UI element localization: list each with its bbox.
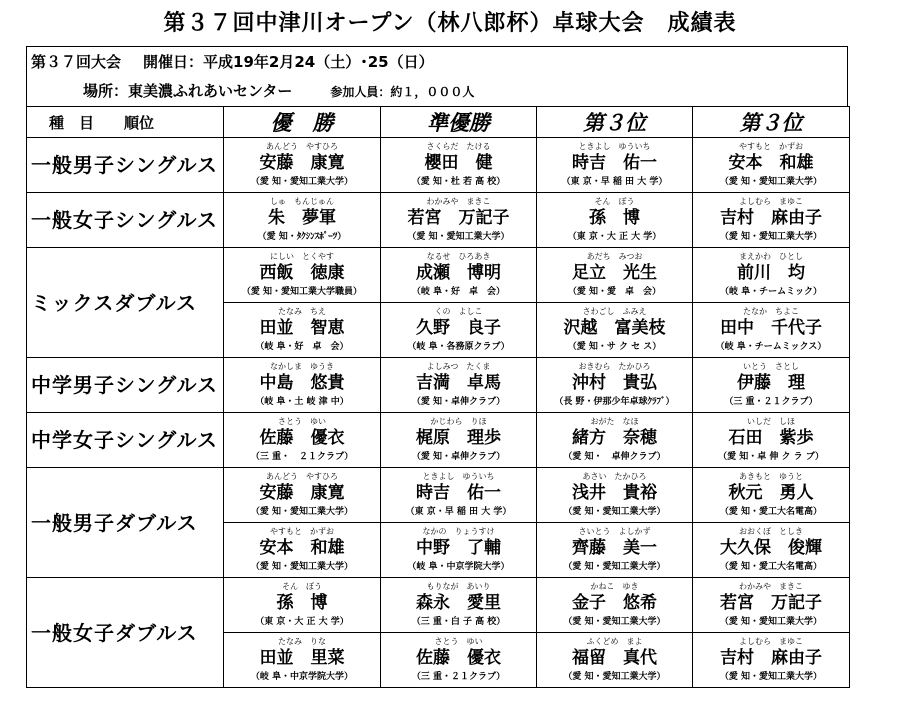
header-category: 種 目 順位 [27, 107, 224, 138]
player-reading: そん ぼう [282, 582, 322, 591]
player-name: 前川 均 [737, 263, 805, 283]
player-affiliation: （愛 知・愛知工業大学職員） [241, 287, 363, 297]
player-affiliation: （愛 知・愛知工業大学） [250, 507, 354, 517]
player-affiliation: （長 野・伊那少年卓球ｸﾗﾌﾞ） [554, 397, 675, 407]
player-affiliation: （愛 知・愛知工業大学） [719, 617, 823, 627]
placement-cell-second [381, 248, 537, 303]
placement-cell-second [381, 413, 537, 468]
placement-cell-third [537, 303, 693, 358]
player-reading: あきもと ゆうと [739, 472, 803, 481]
placement-cell-second [381, 193, 537, 248]
placement-cell-second [381, 578, 537, 633]
player-affiliation: （愛 知・愛 卓 会） [567, 287, 662, 297]
player-reading: にしい とくやす [270, 252, 334, 261]
player-affiliation: （愛 知・杜 若 高 校） [411, 177, 506, 187]
player-affiliation: （愛 知・愛知工業大学） [250, 177, 354, 187]
header-row [27, 107, 850, 138]
placement-cell-second [381, 138, 537, 193]
event-row [27, 138, 850, 193]
player-name: 安藤 康寛 [259, 483, 345, 503]
player-affiliation: （岐 阜・好 卓 会） [255, 342, 349, 352]
placement-cell-third [693, 193, 850, 248]
placement-cell-first [224, 633, 381, 688]
placement-cell-third [537, 358, 693, 413]
player-name: 安本 和雄 [728, 153, 814, 173]
player-affiliation: （愛 知・卓伸クラブ） [411, 397, 506, 407]
player-name: 佐藤 優衣 [259, 428, 345, 448]
player-name: 秋元 勇人 [728, 483, 814, 503]
player-reading: しゅ もんじゅん [270, 197, 334, 206]
header-second: 準優勝 [381, 107, 537, 138]
player-name: 浅井 貴裕 [572, 483, 657, 503]
placement-cell-first [224, 358, 381, 413]
player-affiliation: （岐 阜・各務原クラブ） [407, 342, 510, 352]
player-reading: あさい たかひろ [582, 472, 647, 481]
player-name: 佐藤 優衣 [416, 648, 501, 668]
player-reading: ときよし ゆういち [578, 142, 651, 151]
player-name: 田並 里菜 [259, 648, 345, 668]
page-title: 第３７回中津川オープン（林八郎杯）卓球大会 成績表 [163, 11, 737, 36]
player-reading: よしみつ たくま [426, 362, 491, 371]
player-name: 森永 愛里 [416, 593, 501, 613]
player-affiliation: （岐 阜・チームミックス） [715, 342, 827, 352]
placement-cell-third [693, 468, 850, 523]
event-row [27, 468, 850, 523]
header-first: 優 勝 [224, 107, 381, 138]
player-reading: たなみ ちえ [278, 307, 326, 316]
player-reading: たなか ちよこ [743, 307, 799, 316]
player-affiliation: （岐 阜・好 卓 会） [411, 287, 506, 297]
event-name: 一般女子シングルス [27, 193, 224, 248]
player-name: 久野 良子 [416, 318, 501, 338]
placement-cell-third [537, 413, 693, 468]
player-reading: そん ぼう [594, 197, 635, 206]
player-reading: おがた なほ [590, 417, 639, 426]
player-reading: やすもと かずお [270, 527, 334, 536]
event-row [27, 578, 850, 633]
event-row [27, 358, 850, 413]
player-affiliation: （愛 知・愛知工業大学） [407, 232, 510, 242]
player-reading: なかしま ゆうき [270, 362, 334, 371]
edition-label: 第３７回大会 [31, 53, 122, 71]
player-reading: あだち みつお [586, 252, 643, 261]
placement-cell-first [224, 248, 381, 303]
player-affiliation: （愛 知・愛知工業大学） [719, 672, 823, 682]
player-name: 中島 悠貴 [259, 373, 345, 393]
player-name: 緒方 奈穂 [572, 428, 657, 448]
player-affiliation: （愛 知・ 卓伸クラブ） [563, 452, 666, 462]
player-reading: さとう ゆい [278, 417, 326, 426]
player-affiliation: （愛 知・愛知工業大学） [563, 507, 666, 517]
player-affiliation: （愛 知・卓 伸 ク ラ ブ） [718, 452, 824, 462]
placement-cell-third [537, 523, 693, 578]
player-reading: おおくぼ としき [739, 527, 803, 536]
event-name: 一般女子ダブルス [27, 578, 224, 688]
player-reading: さとう ゆい [434, 637, 483, 646]
player-affiliation: （三 重・ ２１クラブ） [250, 452, 354, 462]
placement-cell-second [381, 523, 537, 578]
player-name: 吉満 卓馬 [416, 373, 501, 393]
placement-cell-third [693, 633, 850, 688]
info-line-1 [31, 51, 434, 72]
player-name: 沖村 貴弘 [572, 373, 657, 393]
player-affiliation: （愛 知・愛知工業大学） [563, 617, 666, 627]
event-name: 一般男子ダブルス [27, 468, 224, 578]
player-name: 石田 紫歩 [728, 428, 814, 448]
player-name: 田並 智恵 [259, 318, 345, 338]
event-name: 中学女子シングルス [27, 413, 224, 468]
placement-cell-first [224, 138, 381, 193]
player-reading: おきむら たかひろ [578, 362, 651, 371]
player-affiliation: （三 重・２１クラブ） [724, 397, 818, 407]
event-name: 一般男子シングルス [27, 138, 224, 193]
player-name: 吉村 麻由子 [720, 208, 822, 228]
placement-cell-second [381, 633, 537, 688]
placement-cell-third [537, 633, 693, 688]
results-body [27, 138, 850, 688]
header-third-2: 第３位 [693, 107, 850, 138]
player-affiliation: （愛 知・愛知工業大学） [250, 562, 354, 572]
player-name: 田中 千代子 [720, 318, 822, 338]
player-reading: よしむら まゆこ [739, 637, 803, 646]
header-third: 第３位 [537, 107, 693, 138]
placement-cell-third [537, 578, 693, 633]
player-affiliation: （愛 知・ﾀｸｼﾝｽﾎﾟｰﾂ） [257, 232, 347, 242]
placement-cell-first [224, 193, 381, 248]
player-affiliation: （愛 知・卓伸クラブ） [411, 452, 506, 462]
placement-cell-third [537, 468, 693, 523]
player-reading: わかみや まきこ [426, 197, 491, 206]
player-name: 梶原 理歩 [416, 428, 501, 448]
player-reading: かじわら りほ [430, 417, 487, 426]
info-box [26, 46, 848, 106]
player-name: 伊藤 理 [737, 373, 805, 393]
player-reading: いとう さとし [743, 362, 799, 371]
player-affiliation: （愛 知・愛工大名電高） [719, 507, 823, 517]
player-reading: くの よしこ [434, 307, 483, 316]
player-reading: なかの りょうすけ [422, 527, 495, 536]
player-reading: まえかわ ひとし [739, 252, 803, 261]
player-affiliation: （愛 知・サ ク セ ス） [567, 342, 662, 352]
player-affiliation: （東 京・早 稲 田 大 学） [561, 177, 668, 187]
player-reading: かねこ ゆき [590, 582, 639, 591]
placement-cell-third [693, 413, 850, 468]
player-name: 若宮 万記子 [720, 593, 822, 613]
player-affiliation: （愛 知・愛知工業大学） [563, 562, 666, 572]
player-reading: あんどう やすひろ [266, 472, 338, 481]
player-affiliation: （愛 知・愛知工業大学） [719, 177, 823, 187]
info-line-2 [83, 80, 474, 101]
player-affiliation: （三 重・２１クラブ） [411, 672, 506, 682]
player-affiliation: （愛 知・愛工大名電高） [719, 562, 823, 572]
player-reading: さいとう よしかず [578, 527, 651, 536]
player-name: 金子 悠希 [572, 593, 657, 613]
player-name: 吉村 麻由子 [720, 648, 822, 668]
player-reading: よしむら まゆこ [739, 197, 803, 206]
player-reading: ふくどめ まよ [586, 637, 643, 646]
player-name: 中野 了輔 [416, 538, 501, 558]
player-affiliation: （岐 阜・チームミック） [720, 287, 822, 297]
player-name: 櫻田 健 [424, 153, 493, 173]
player-name: 大久保 俊輝 [720, 538, 822, 558]
event-row [27, 248, 850, 303]
placement-cell-third [537, 138, 693, 193]
player-reading: いしだ しほ [747, 417, 795, 426]
placement-cell-third [693, 303, 850, 358]
player-reading: なるせ ひろあき [426, 252, 491, 261]
event-name: 中学男子シングルス [27, 358, 224, 413]
placement-cell-first [224, 468, 381, 523]
player-name: 孫 博 [589, 208, 640, 228]
player-name: 朱 夢軍 [268, 208, 336, 228]
player-reading: もりなが あいり [426, 582, 491, 591]
player-affiliation: （東 京・大 正 大 学） [567, 232, 662, 242]
player-affiliation: （東 京・早 稲 田 大 学） [405, 507, 512, 517]
player-name: 孫 博 [276, 593, 328, 613]
placement-cell-first [224, 523, 381, 578]
event-name: ミックスダブルス [27, 248, 224, 358]
player-reading: さくらだ たける [426, 142, 491, 151]
participants-label: 参加人員：約１，０００人 [330, 85, 475, 99]
player-reading: わかみや まきこ [739, 582, 803, 591]
placement-cell-first [224, 413, 381, 468]
placement-cell-third [693, 138, 850, 193]
player-affiliation: （愛 知・愛知工業大学） [719, 232, 823, 242]
player-reading: たなみ りな [278, 637, 326, 646]
player-reading: やすもと かずお [739, 142, 803, 151]
player-name: 福留 真代 [572, 648, 657, 668]
results-table [26, 106, 850, 688]
player-affiliation: （三 重・白 子 高 校） [411, 617, 506, 627]
player-name: 齊藤 美一 [572, 538, 657, 558]
player-name: 西飯 徳康 [259, 263, 345, 283]
player-name: 成瀬 博明 [416, 263, 501, 283]
event-row [27, 193, 850, 248]
venue-label: 場所：東美濃ふれあいセンター [83, 82, 293, 100]
placement-cell-third [537, 193, 693, 248]
placement-cell-second [381, 303, 537, 358]
player-name: 安本 和雄 [259, 538, 345, 558]
player-name: 時吉 佑一 [416, 483, 501, 503]
player-name: 若宮 万記子 [407, 208, 510, 228]
placement-cell-third [693, 578, 850, 633]
player-affiliation: （東 京・大 正 大 学） [255, 617, 349, 627]
player-name: 時吉 佑一 [572, 153, 657, 173]
date-label: 開催日：平成19年2月24（土）･25（日） [143, 53, 434, 71]
placement-cell-first [224, 578, 381, 633]
placement-cell-third [693, 248, 850, 303]
player-reading: ときよし ゆういち [422, 472, 495, 481]
placement-cell-second [381, 468, 537, 523]
player-reading: あんどう やすひろ [266, 142, 338, 151]
player-name: 沢越 富美枝 [563, 318, 666, 338]
placement-cell-third [693, 358, 850, 413]
placement-cell-second [381, 358, 537, 413]
player-affiliation: （岐 阜・土 岐 津 中） [255, 397, 349, 407]
player-name: 安藤 康寛 [259, 153, 345, 173]
player-affiliation: （岐 阜・中京学院大学） [407, 562, 510, 572]
player-name: 足立 光生 [572, 263, 657, 283]
player-affiliation: （愛 知・愛知工業大学） [563, 672, 666, 682]
event-row [27, 413, 850, 468]
placement-cell-third [537, 248, 693, 303]
player-reading: さわごし ふみえ [582, 307, 647, 316]
player-affiliation: （岐 阜・中京学院大学） [250, 672, 354, 682]
placement-cell-first [224, 303, 381, 358]
placement-cell-third [693, 523, 850, 578]
